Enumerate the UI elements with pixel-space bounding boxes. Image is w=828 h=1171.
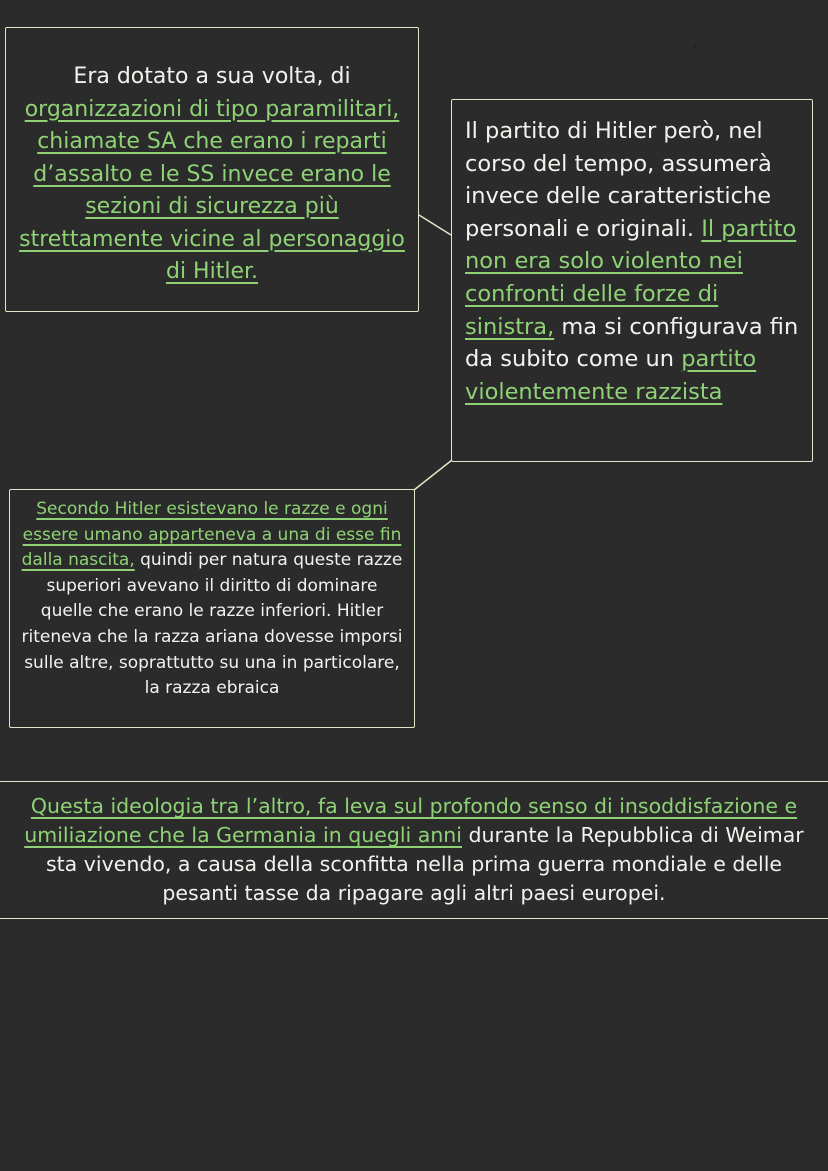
highlighted-text: Il partito non era solo violento nei confronti delle forze di sinistra, xyxy=(465,215,797,340)
connector-box2-box3 xyxy=(414,460,452,490)
connector-box1-box2 xyxy=(419,215,451,235)
highlighted-text: partito violentemente razzista xyxy=(465,346,757,405)
note-box-party xyxy=(451,99,813,462)
plain-text: Il partito di Hitler però, nel corso del tempo, assumerà invece delle caratteristiche personali e originali. xyxy=(465,118,772,242)
note-box-paramilitary xyxy=(5,27,419,312)
highlighted-text: Secondo Hitler esistevano le razze e ogni essere umano apparteneva a una di esse fin dalla nascita, xyxy=(21,499,402,571)
plain-text: quindi per natura queste razze superiori avevano il diritto di dominare quelle che erano le razze inferiori. Hitler riteneva che la razza ariana dovesse imporsi sulle altre, soprattutto su una in particolare, la razza ebraica xyxy=(21,550,403,699)
ideology-banner xyxy=(0,781,828,919)
plain-text: durante la Repubblica di Weimar sta vivendo, a causa della sconfitta nella prima guerra mondiale e delle pesanti tasse da ripagare agli altri paesi europei. xyxy=(45,823,804,905)
note-box-races xyxy=(9,489,415,728)
plain-text: Era dotato a sua volta, di xyxy=(73,64,351,89)
speck-dot xyxy=(694,45,696,47)
highlighted-text: Questa ideologia tra l’altro, fa leva sul profondo senso di insoddisfazione e umiliazione che la Germania in quegli anni xyxy=(24,794,798,847)
plain-text: ma si configurava fin da subito come un xyxy=(465,313,799,373)
highlighted-text: organizzazioni di tipo paramilitari, chiamate SA che erano i reparti d’assalto e le SS invece erano le sezioni di sicurezza più strettamente vicine al personaggio di Hitler. xyxy=(19,96,405,284)
note-text xyxy=(18,497,406,702)
banner-text xyxy=(14,792,814,908)
note-text xyxy=(14,61,410,289)
note-text xyxy=(465,115,802,408)
